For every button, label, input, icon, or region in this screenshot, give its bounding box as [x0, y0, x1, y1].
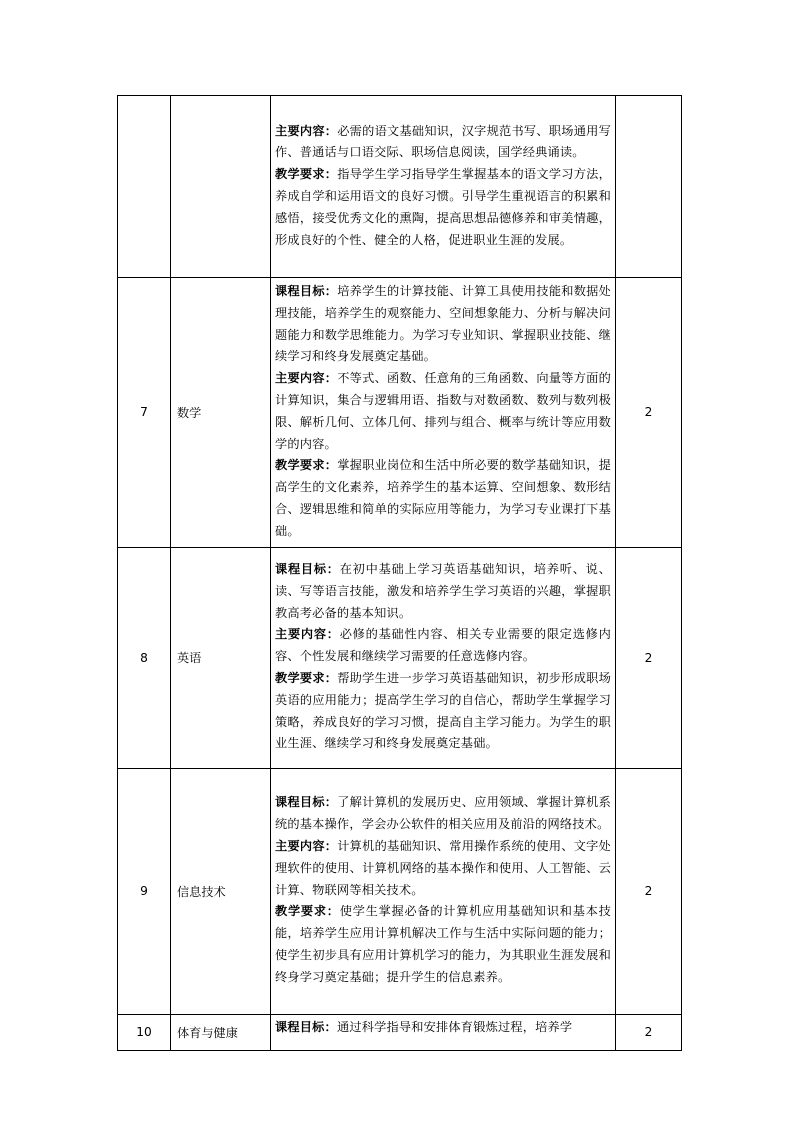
- table-row: [118, 96, 682, 278]
- description-paragraph: [275, 624, 611, 668]
- course-name-cell: 英语: [171, 547, 271, 768]
- section-text: 了解计算机的发展历史、应用领域、掌握计算机系统的基本操作，学会办公软件的相关应用及前沿的网络技术。: [275, 795, 611, 832]
- description-paragraph: [275, 281, 611, 368]
- section-label: 主要内容：: [275, 123, 338, 138]
- section-label: 教学要求：: [275, 167, 338, 182]
- section-text: 在初中基础上学习英语基础知识，培养听、说、读、写等语言技能，激发和培养学生学习英语的兴趣，掌握职教高考必备的基本知识。: [275, 561, 612, 620]
- section-label: 课程目标：: [275, 561, 340, 576]
- course-name-cell: 数学: [171, 278, 271, 548]
- section-text: 必需的语文基础知识，汉字规范书写、职场通用写作、普通话与口语交际、职场信息阅读，国学经典诵读。: [275, 123, 611, 160]
- weekly-hours-cell: 2: [616, 1014, 682, 1050]
- table-row: [118, 547, 682, 768]
- description-paragraph: [275, 368, 611, 455]
- course-name-cell: 信息技术: [171, 768, 271, 1014]
- course-description-cell: [271, 96, 616, 278]
- section-text: 掌握职业岗位和生活中所必要的数学基础知识，提高学生的文化素养，培养学生的基本运算、空间想象、数形结合、逻辑思维和简单的实际应用等能力，为学习专业课打下基础。: [275, 458, 611, 538]
- course-number-cell: 10: [118, 1014, 171, 1050]
- section-text: 计算机的基础知识、常用操作系统的使用、文字处理软件的使用、计算机网络的基本操作和使用、人工智能、云计算、物联网等相关技术。: [275, 839, 611, 897]
- weekly-hours-cell: 2: [616, 278, 682, 548]
- section-label: 主要内容：: [275, 839, 338, 854]
- description-paragraph: [275, 1017, 611, 1039]
- course-number-cell: [118, 96, 171, 278]
- section-label: 课程目标：: [275, 795, 338, 810]
- weekly-hours-cell: 2: [616, 768, 682, 1014]
- section-label: 教学要求：: [275, 904, 340, 919]
- section-text: 帮助学生进一步学习英语基础知识，初步形成职场英语的应用能力；提高学生学习的自信心，帮助学生掌握学习策略，养成良好的学习习惯，提高自主学习能力。为学生的职业生涯、继续学习和终身发展奠定基础。: [275, 670, 611, 751]
- section-label: 主要内容：: [275, 627, 340, 642]
- table-row: [118, 278, 682, 548]
- course-number-cell: 8: [118, 547, 171, 768]
- section-label: 教学要求：: [275, 458, 338, 473]
- section-text: 指导学生学习指导学生掌握基本的语文学习方法，养成自学和运用语文的良好习惯。引导学生重视语言的积累和感悟，接受优秀文化的熏陶，提高思想品德修养和审美情趣，形成良好的个性、健全的人格，促进职业生涯的发展。: [275, 167, 611, 247]
- section-text: 通过科学指导和安排体育锻炼过程，培养学: [336, 1019, 573, 1034]
- course-number-cell: 9: [118, 768, 171, 1014]
- curriculum-table: [117, 95, 682, 1051]
- weekly-hours-cell: [616, 96, 682, 278]
- course-name-cell: [171, 96, 271, 278]
- description-paragraph: [275, 559, 611, 624]
- description-paragraph: [275, 901, 611, 988]
- description-paragraph: [275, 121, 611, 165]
- description-paragraph: [275, 836, 611, 901]
- section-label: 教学要求：: [275, 670, 338, 685]
- table-row: [118, 1014, 682, 1050]
- description-paragraph: [275, 792, 611, 836]
- course-description-cell: [271, 278, 616, 548]
- section-text: 不等式、函数、任意角的三角函数、向量等方面的计算知识，集合与逻辑用语、指数与对数函数、数列与数列极限、解析几何、立体几何、排列与组合、概率与统计等应用数学的内容。: [275, 371, 611, 451]
- course-name-cell: 体育与健康: [171, 1014, 271, 1050]
- course-number-cell: 7: [118, 278, 171, 548]
- section-label: 主要内容：: [275, 371, 338, 386]
- table-row: [118, 768, 682, 1014]
- section-text: 使学生掌握必备的计算机应用基础知识和基本技能，培养学生应用计算机解决工作与生活中实际问题的能力；使学生初步具有应用计算机学习的能力，为其职业生涯发展和终身学习奠定基础；提升学生的信息素养。: [275, 904, 612, 984]
- section-text: 培养学生的计算技能、计算工具使用技能和数据处理技能，培养学生的观察能力、空间想象能力、分析与解决问题能力和数学思维能力。为学习专业知识、掌握职业技能、继续学习和终身发展奠定基础。: [275, 284, 611, 364]
- description-paragraph: [275, 164, 611, 251]
- course-description-cell: [271, 1014, 616, 1050]
- description-paragraph: [275, 668, 611, 755]
- section-label: 课程目标：: [275, 284, 338, 298]
- weekly-hours-cell: 2: [616, 547, 682, 768]
- description-paragraph: [275, 455, 611, 542]
- course-description-cell: [271, 768, 616, 1014]
- section-text: 必修的基础性内容、相关专业需要的限定选修内容、个性发展和继续学习需要的任意选修内容。: [275, 627, 612, 664]
- course-description-cell: [271, 547, 616, 768]
- section-label: 课程目标：: [275, 1019, 337, 1034]
